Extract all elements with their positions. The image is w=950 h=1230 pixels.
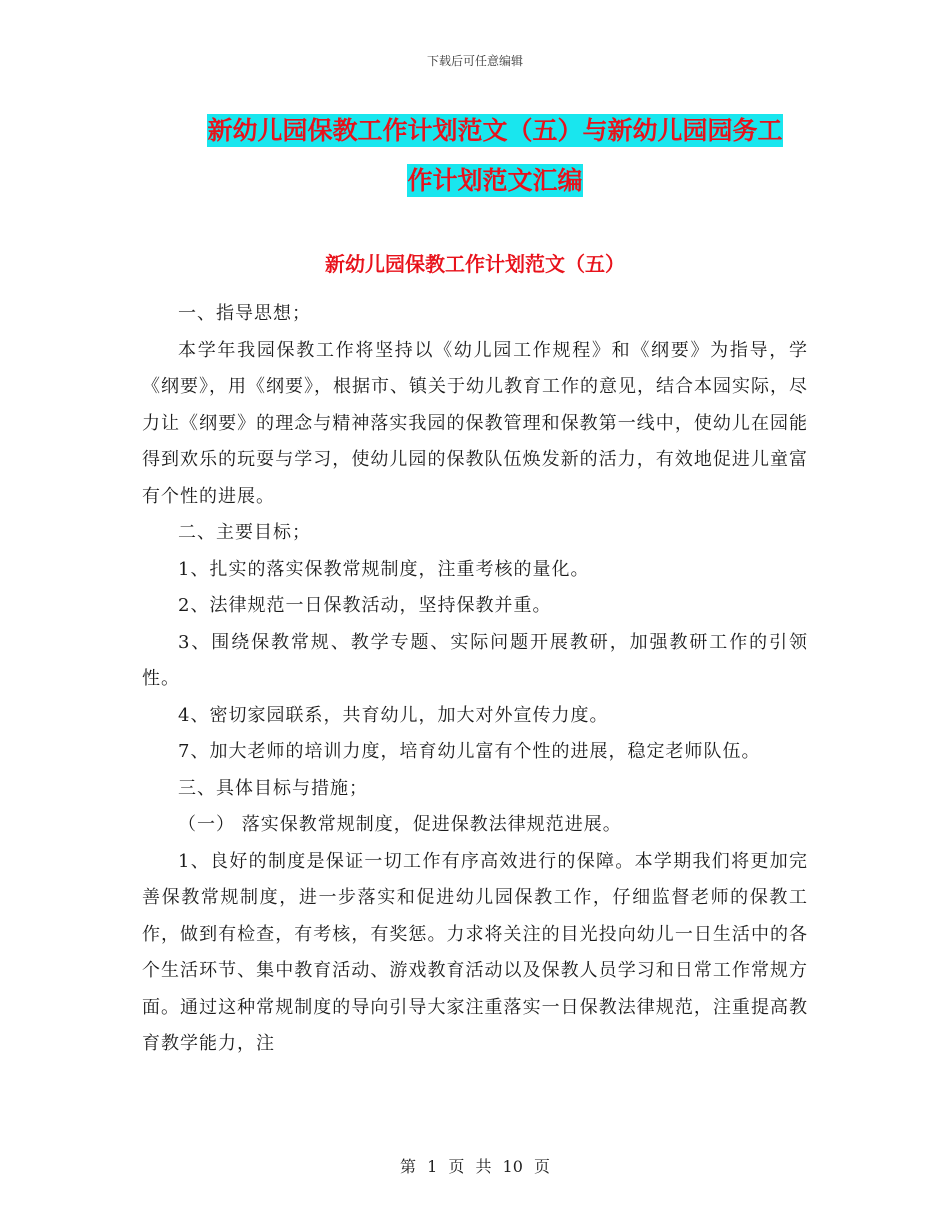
document-title: [180, 106, 810, 206]
list-item: 2、法律规范一日保教活动，坚持保教并重。: [178, 595, 552, 616]
paragraph: 1、良好的制度是保证一切工作有序高效进行的保障。本学期我们将更加完善保教常规制度，进一步落实和促进幼儿园保教工作，仔细监督老师的保教工作，做到有检查，有考核，有奖惩。力求将关注的目光投向幼儿一日生活中的各个生活环节、集中教育活动、游戏教育活动以及保教人员学习和日常工作常规方面。通过这种常规制度的导向引导大家注重落实一日保教法律规范，注重提高教育教学能力，注: [142, 850, 808, 1054]
title-line-1: 新幼儿园保教工作计划范文（五）与新幼儿园园务工: [207, 116, 783, 145]
body-text: [142, 296, 808, 1063]
heading-specific-goals: 三、具体目标与措施；: [178, 777, 368, 799]
subheading: （一） 落实保教常规制度，促进保教法律规范进展。: [178, 814, 622, 835]
paragraph: 本学年我园保教工作将坚持以《幼儿园工作规程》和《纲要》为指导，学《纲要》，用《纲要》，根据市、镇关于幼儿教育工作的意见，结合本园实际，尽力让《纲要》的理念与精神落实我园的保教管理和保教第一线中，使幼儿在园能得到欢乐的玩耍与学习，使幼儿园的保教队伍焕发新的活力，有效地促进儿童富有个性的进展。: [142, 339, 808, 507]
list-item: 7、加大老师的培训力度，培育幼儿富有个性的进展，稳定老师队伍。: [178, 741, 761, 762]
page-footer: 第 1 页 共 10 页: [400, 1157, 550, 1176]
section-title: 新幼儿园保教工作计划范文（五）: [325, 252, 625, 276]
heading-guiding-thought: 一、指导思想；: [178, 303, 311, 324]
list-item: 1、扎实的落实保教常规制度，注重考核的量化。: [178, 558, 590, 580]
list-item: 4、密切家园联系，共育幼儿，加大对外宣传力度。: [178, 704, 609, 726]
header-note: 下载后可任意编辑: [426, 54, 523, 68]
title-line-2: 作计划范文汇编: [407, 166, 583, 195]
heading-main-goals: 二、主要目标；: [178, 522, 311, 543]
list-item: 3、围绕保教常规、教学专题、实际问题开展教研，加强教研工作的引领性。: [142, 631, 808, 689]
